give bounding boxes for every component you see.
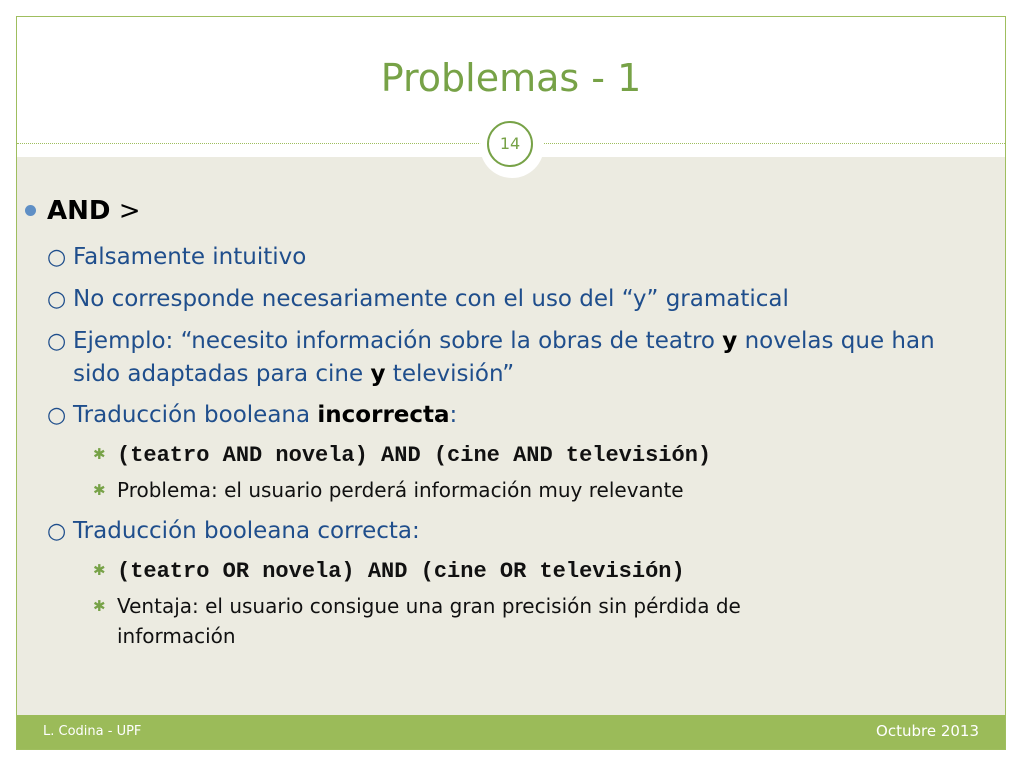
bullet-text-part: Ejemplo: “necesito información sobre la obras de teatro [73,328,723,354]
circle-bullet-icon: ○ [47,519,67,544]
circle-bullet-icon: ○ [47,287,67,312]
bullet-text: Falsamente intuitivo [73,244,307,270]
bullet-traduccion-correcta [47,515,973,548]
bullet-falsamente [47,241,973,274]
bullet-text-part: televisión” [385,361,515,387]
circle-bullet-icon: ○ [47,329,67,354]
circle-bullet-icon: ○ [47,403,67,428]
bullet-traduccion-incorrecta [47,399,973,432]
slide-number-badge: 14 [487,121,533,167]
boolean-query: (teatro AND novela) AND (cine AND televisión) [117,443,712,468]
boolean-query: (teatro OR novela) AND (cine OR televisión) [117,559,685,584]
sub-bullet-problema [93,475,957,505]
bullet-bold-y: y [370,361,386,387]
slide-title: Problemas - 1 [380,56,642,100]
star-bullet-icon: ✱ [93,445,106,463]
slide-frame [16,16,1006,750]
circle-bullet-icon: ○ [47,245,67,270]
bullet-ejemplo [47,325,973,391]
slide-footer [17,715,1005,749]
sub-bullet-text: Problema: el usuario perderá información muy relevante [117,478,684,502]
bullet-and [47,195,141,227]
sub-bullet-query-incorrect [93,439,957,471]
bullet-text: No corresponde necesariamente con el uso del “y” gramatical [73,286,789,312]
bullet-bold-incorrecta: incorrecta [317,402,450,428]
slide-content [17,157,1005,715]
and-rest: > [110,196,141,226]
bullet-text-part: : [449,402,458,428]
bullet-no-corresponde [47,283,973,316]
bullet-text: Traducción booleana correcta: [73,518,420,544]
sub-bullet-ventaja [93,591,857,651]
bullet-text-part: Traducción booleana [73,402,318,428]
sub-bullet-text: Ventaja: el usuario consigue una gran precisión sin pérdida de información [117,594,741,648]
footer-date: Octubre 2013 [876,722,979,740]
sub-bullet-query-correct [93,555,957,587]
bullet-text-part: novelas que han sido adaptadas para cine [73,328,935,387]
star-bullet-icon: ✱ [93,597,106,615]
bullet-dot-icon [25,205,36,216]
bullet-bold-y: y [722,328,738,354]
and-keyword: AND [47,196,111,226]
star-bullet-icon: ✱ [93,561,106,579]
star-bullet-icon: ✱ [93,481,106,499]
footer-author: L. Codina - UPF [43,724,142,739]
